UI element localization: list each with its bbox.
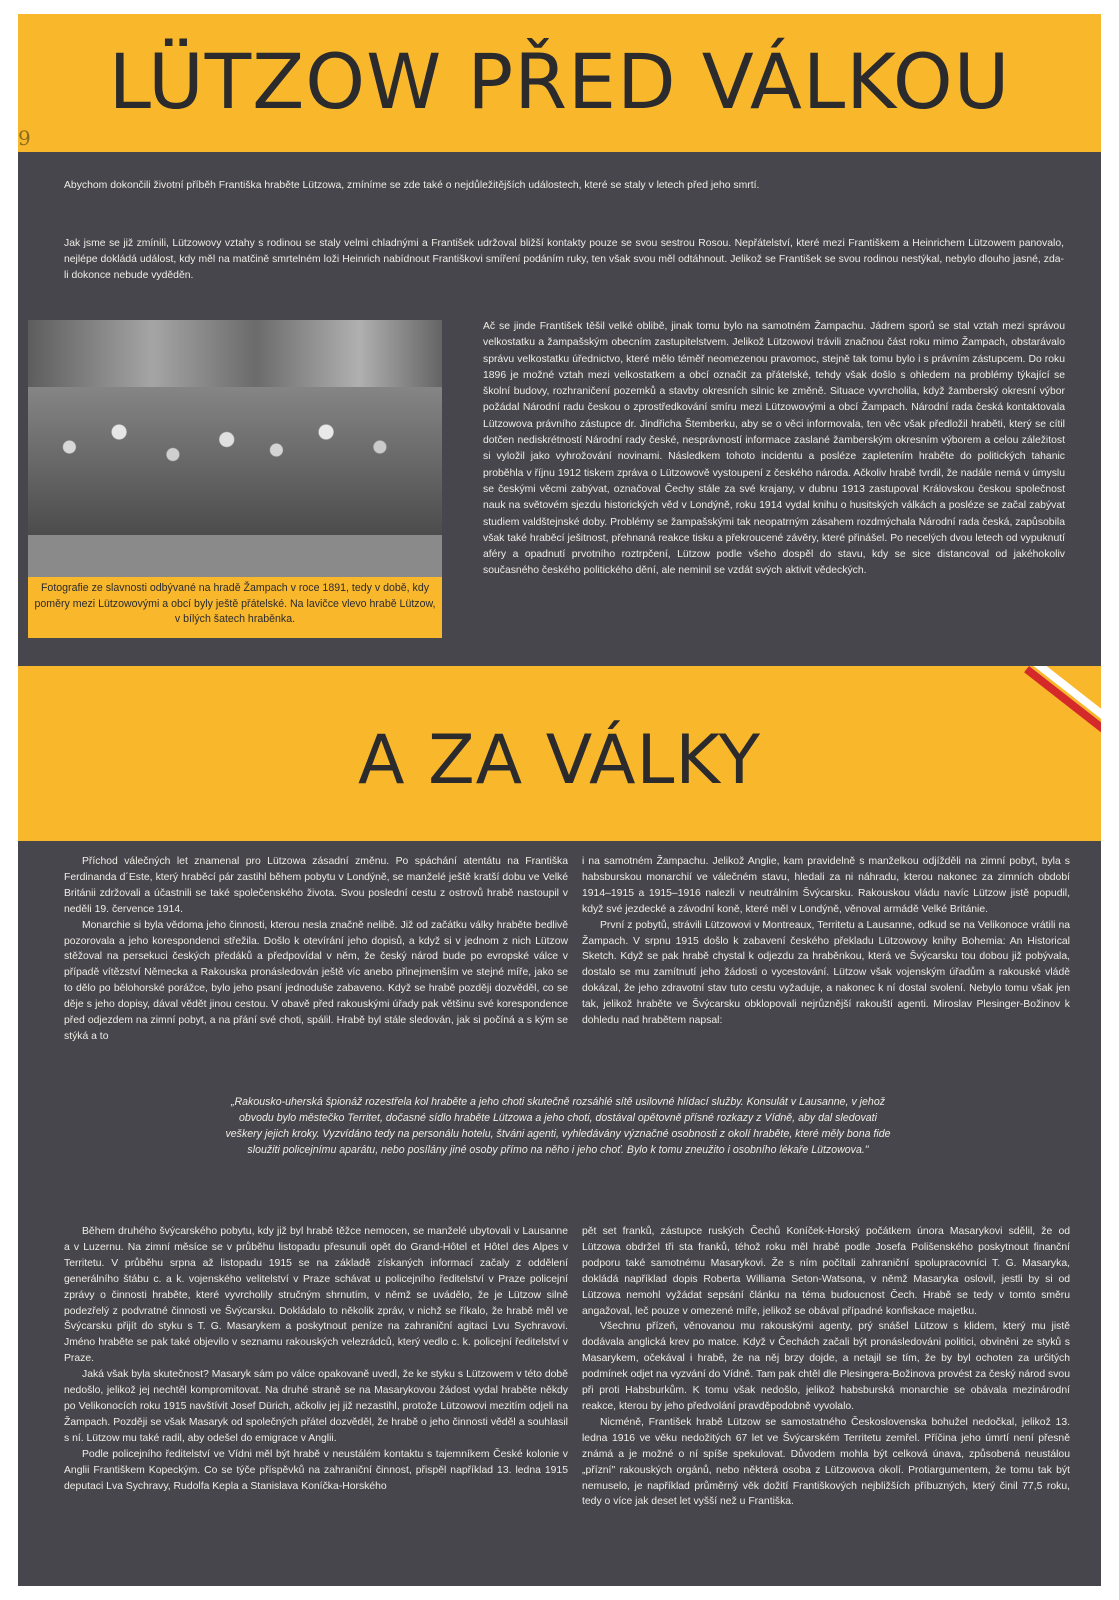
- paragraph: První z pobytů, strávili Lützowovi v Montreaux, Territetu a Lausanne, odkud se na Velikonoce vrátili na Žampach. V srpnu 1915 došlo k zabavení českého překladu Lützowovy knihy Bohemia: An Historical Sketch. Když se pak hrabě chystal k odjezdu za hraběnkou, která ve Švýcarsku tou dobou již pobývala, dostalo se mu zamítnutí jeho žádosti o vycestování. Lützow však vojenským úřadům a rakouské vládě dokázal, že jeho zdravotní stav tuto cestu vyžaduje, a nakonec k ní dostal svolení. Nebylo tomu však jen tak, jelikož hraběte ve Švýcarsku obklopovali nejrůznější rakouští agenti. Miroslav Plesinger-Božinov k dohledu nad hrabětem napsal:: [582, 919, 1070, 1027]
- photo-crowd: [28, 387, 442, 537]
- family-paragraph: Jak jsme se již zmínili, Lützowovy vztahy s rodinou se staly velmi chladnými a František udržoval bližší kontakty pouze se svou sestrou Rosou. Nepřátelství, které mezi Františkem a Heinrichem Lützowem panovalo, nejlépe dokládá událost, kdy měl na matčině smrtelném loži Heinrich nabídnout Františkovi smíření podáním ruky, ten však svou měl odtáhnout. Jelikož se František se svou rodinou nestýkal, nebylo dlouho jasné, zda-li dokonce nebude vyděděn.: [64, 238, 1064, 281]
- photo-trees: [28, 320, 442, 390]
- paragraph: Nicméně, František hrabě Lützow se samostatného Československa bohužel nedočkal, jelikož 13. ledna 1916 ve věku nedožitých 67 let ve Švýcarském Territetu zemřel. Příčina jeho úmrtí není přesně známá a je možné o ní spíše spekulovat. Důvodem mohla být celková únava, způsobená neustálou „přízní" rakouských orgánů, nebo některá osoba z Lützowova okolí. Protiargumentem, že tomu tak být nemuselo, je například průměrný věk dožití Františkových nejbližších příbuzných, který činil 77,5 roku, tedy o více jak deset let vyšší než u Františka.: [582, 1416, 1070, 1508]
- paragraph: Během druhého švýcarského pobytu, kdy již byl hrabě těžce nemocen, se manželé ubytovali v Lausanne a v Luzernu. Na zimní měsíce se v průběhu listopadu přesunuli opět do Grand-Hôtel et Hôtel des Alpes v Territetu. V průběhu srpna až listopadu 1915 se na základě získaných informací začaly z oddělení generálního štábu c. a k. vojenského velitelství v Praze schávat u policejního ředitelství v Praze policejní zprávy o činnosti hraběte, které vyvrcholily stručným shrnutím, v němž se uvádělo, že je Lützow silně podezřelý z podvratné činnosti ve Švýcarsku. Dokládalo to několik zpráv, v nichž se říkalo, že hrabě měl ve Švýcarsku přijít do styku s T. G. Masarykem a poskytnout peníze na zahraniční agitaci Lvu Sychravovi. Jméno hraběte se pak také objevilo v seznamu rakouských velezrádců, který vedlo c. k. policejní ředitelství v Praze.: [64, 1226, 568, 1365]
- war-left-column-2: [64, 1224, 568, 1494]
- poster-panel: [18, 14, 1101, 1586]
- quote-block: „Rakousko-uherská špionáž rozestřela kol hraběte a jeho choti skutečně rozsáhlé sítě usilovné hlídací služby. Konsulát v Lausanne, v jehož obvodu bylo městečko Territet, dočasné sídlo hraběte Lützowa a jeho choti, dostával opětovně přísné rozkazy z Vídně, aby dal sledovati veškery jejich kroky. Vyzvídáno tedy na personálu hotelu, štváni agenti, vyhledávány význačné osobnosti z okolí hraběte, které měly bona fide sloužiti policejnímu aparátu, nebo posílány jiné osoby přímo na něho i jeho choť. Bylo k tomu zneužito i osobního lékaře Lützowova.": [225, 1096, 891, 1156]
- page-title: LÜTZOW PŘED VÁLKOU: [108, 37, 1011, 126]
- photo-ground: [28, 535, 442, 577]
- war-right-column-1: [582, 854, 1070, 1029]
- war-left-column-1: [64, 854, 568, 1045]
- paragraph: Příchod válečných let znamenal pro Lützowa zásadní změnu. Po spáchání atentátu na Františka Ferdinanda d´Este, který hraběcí pár zastihl během pobytu v Londýně, se manželé ještě kratší dobu ve Velké Británii zdržovali a účastnili se také společenského života. Svou poslední cestu z ostrovů hrabě nastoupil v neděli 19. července 1914.: [64, 856, 568, 915]
- title-band-mid: [18, 666, 1101, 841]
- flag-stripes-decoration: [1021, 666, 1101, 736]
- historical-photo: [28, 320, 442, 577]
- war-right-column-2: [582, 1224, 1070, 1510]
- zampach-paragraph: Ač se jinde František těšil velké oblibě, jinak tomu bylo na samotném Žampachu. Jádrem sporů se stal vztah mezi správou velkostatku a žampašským obecním zastupitelstvem. Jelikož Lützowovi trávili značnou část roku mimo Žampach, obstarávalo správu velkostatku úřednictvo, které mělo téměř neomezenou pravomoc, stejně tak tomu bylo i s právním zástupcem. Do roku 1896 je možné vztah mezi velkostatkem a obcí označit za přátelské, tehdy však došlo s ohledem na problémy týkající se školní budovy, rozhraničení pozemků a stavby okresních silnic ke změně. Situace vyvrcholila, když žamberský okresní výbor požádal Národní radu českou o zprostředkování smíru mezi Lützowovými a obcí Žampach. Národní rada česká kontaktovala Lützowova právního zástupce dr. Jindřicha Štemberku, aby se o věci informovala, ten věc však předložil hraběti, který se cítil dotčen nediskrétností Národní rady české, nesprávností informace zaslané žamberským okresním výborem a celou záležitost si vyložil jako vyhrožování novinami. Následkem tohoto incidentu a posléze zapletením hraběte do politických tahanic proběhla v říjnu 1912 tiskem zpráva o Lützowově vystoupení z českého národa. Ačkoliv hrabě tvrdil, že nadále nemá v úmyslu se českými věcmi zabývat, označoval Čechy stále za své krajany, v dubnu 1913 zastupoval Královskou českou společnost nauk na světovém sjezdu historických věd v Londýně, roku 1914 vydal knihu o husitských válkách a posléze se začal zabývat studiem valdštejnské doby. Problémy se žampašskými tak neopatrným zásahem rozdmýchala Národní rada česká, zapůsobila však také hraběcí ješitnost, přehnaná reakce tisku a překroucené závěry, které přinášel. Po necelých dvou letech od vypuknutí aféry a opadnutí prvotního roztrpčení, Lützow podle všeho dospěl do stavu, kdy se sice distancoval od jakéhokoliv současného českého politického dění, ale neminil se vzdát svých aktivit vědeckých.: [483, 321, 1065, 577]
- paragraph: Monarchie si byla vědoma jeho činnosti, kterou nesla značně nelibě. Již od začátku války hraběte bedlivě pozorovala a jeho korespondenci střežila. Došlo k otevírání jeho dopisů, a když si v jednom z nich Lützow stěžoval na persekuci českých předáků a předpovídal v něm, že český národ bude po evropské válce v případě vítězství Německa a Rakouska pronásledován ještě víc anebo přinejmenším ve stejné míře, jako se to dělo po bělohorské porážce, bylo jeho psaní jednoduše zabaveno. Když se hrabě později dozvěděl, co se děje s jeho dopisy, dával vědět jinou cestou. V obavě před rakouskými úřady pak většinu své korespondence před odjezdem na zimní pobyt, a na přání své choti, spálil. Hrabě byl stále sledován, jak si počíná a s kým se stýká a to: [64, 919, 568, 1042]
- paragraph: Jaká však byla skutečnost? Masaryk sám po válce opakovaně uvedl, že ke styku s Lützowem v této době nedošlo, jelikož jej nechtěl kompromitovat. Na druhé straně se na Masarykovou žádost vydal hraběte někdy po Velikonocích roku 1915 navštívit Josef Dürich, ačkoliv jej již nezastihl, protože Lützowovi mezitím odjeli na Žampach. Později se však Masaryk od společných přátel dozvěděl, že hrabě o jeho činnosti věděl a souhlasil s ní. Lützow mu také radil, aby odešel do emigrace v Anglii.: [64, 1369, 568, 1444]
- paragraph: Podle policejního ředitelství ve Vídni měl být hrabě v neustálém kontaktu s tajemníkem České kolonie v Anglii Františkem Kopeckým. Co se týče příspěvků na zahraniční činnost, přispěl například 13. ledna 1915 deputaci Lva Sychravy, Rudolfa Kepla a Stanislava Koníčka-Horského: [64, 1448, 568, 1492]
- paragraph: pět set franků, zástupce ruských Čechů Koníček-Horský počátkem února Masarykovi sdělil, že od Lützowa obdržel tři sta franků, téhož roku měl hrabě podle Josefa Polišenského poskytnout finanční podporu také samotnému Masarykovi. Že s ním počítali zahraniční spolupracovníci T. G. Masaryka, dokládá například dopis Roberta Williama Seton-Watsona, v němž Masaryka oslovil, jestli by si od Lützowa nemohl vyžádat sepsání článku na téma budoucnost Čech. Hrabě se tedy v tomto směru angažoval, leč pouze v omezené míře, jelikož se obával případné konfiskace majetku.: [582, 1226, 1070, 1317]
- paragraph: i na samotném Žampachu. Jelikož Anglie, kam pravidelně s manželkou odjížděli na zimní pobyt, byla s habsburskou monarchií ve válečném stavu, hledali za ni náhradu, kterou nakonec za zimních období 1914–1915 a 1915–1916 nalezli v neutrálním Švýcarsku. Rakouskou vládu navíc Lützow jistě popudil, když své jezdecké a závodní koně, které měl v Londýně, věnoval armádě Velké Británie.: [582, 856, 1070, 915]
- title-band-top: [18, 14, 1101, 152]
- section-title: A ZA VÁLKY: [357, 721, 762, 800]
- intro-text: Abychom dokončili životní příběh Františka hraběte Lützowa, zmíníme se zde také o nejdůležitějších událostech, které se staly v letech před jeho smrtí.: [64, 180, 760, 191]
- page-number: 9: [18, 126, 31, 150]
- photo-caption: Fotografie ze slavnosti odbývané na hradě Žampach v roce 1891, tedy v době, kdy poměry mezi Lützowovými a obcí byly ještě přátelské. Na lavičce vlevo hrabě Lützow, v bílých šatech hraběnka.: [28, 577, 442, 638]
- paragraph: Všechnu přízeň, věnovanou mu rakouskými agenty, prý snášel Lützow s klidem, který mu jistě dodávala anglická krev po matce. Když v Čechách začali být pronásledováni politici, obviněni ze styků s Masarykem, očekával i hrabě, že na něj brzy dojde, a netajil se tím, že by byl ochoten za určitých podmínek odjet na vyzvání do Vídně. Tam pak chtěl dle Plesingera-Božinova provést za český národ svou při proti Habsburkům. K tomu však nedošlo, jelikož habsburská monarchie se obávala mezinárodní reakce, kterou by jeho předvolání pravděpodobně vyvolalo.: [582, 1321, 1070, 1412]
